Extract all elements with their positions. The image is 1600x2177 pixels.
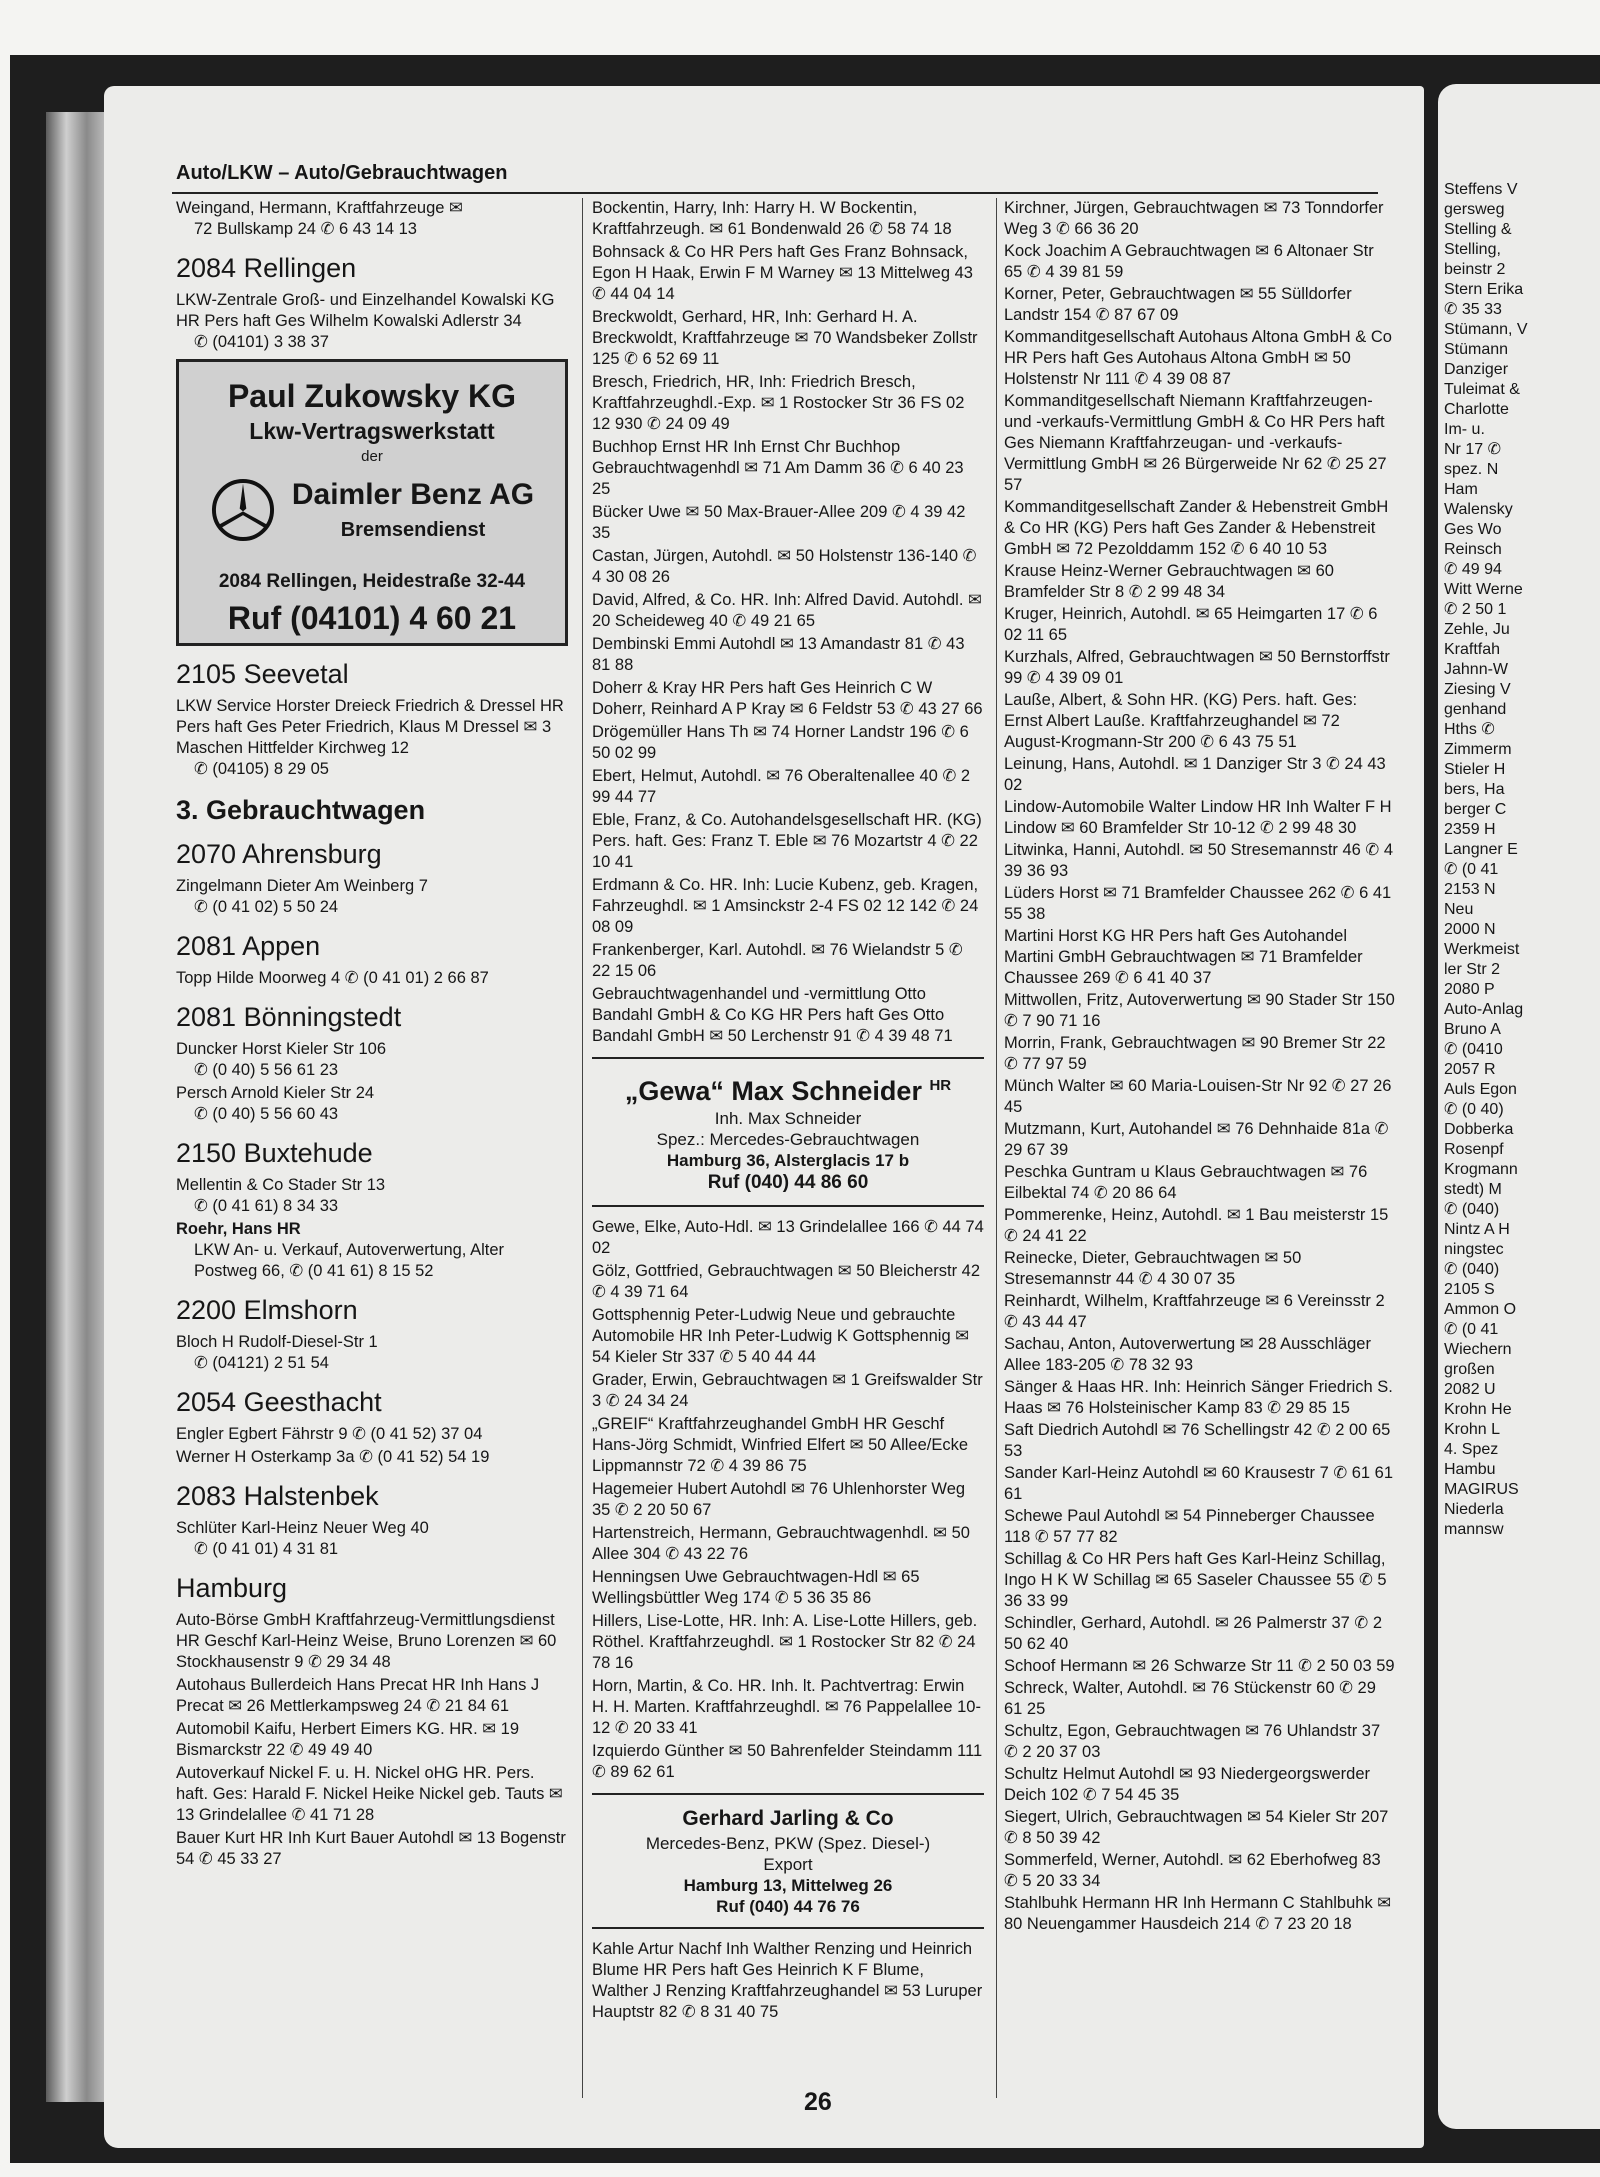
- listing: Peschka Guntram u Klaus Gebrauchtwagen ✉ 76 Eilbektal 74 ✆ 20 86 64: [1004, 1163, 1368, 1202]
- next-page-fragment: Wiechern: [1444, 1341, 1512, 1358]
- listing: Kommanditgesellschaft Niemann Kraftfahrzeugen- und -verkaufs-Vermittlung GmbH & Co HR Pers haft Ges Niemann Kraftfahrzeugan- und -verkaufs-Vermittlung GmbH ✉ 26 Bürgerweide Nr 62 ✆ 25 27 57: [1004, 392, 1387, 494]
- box-phone: Ruf (040) 44 86 60: [707, 1172, 869, 1193]
- listing: Litwinka, Hanni, Autohdl. ✉ 50 Stresemannstr 46 ✆ 4 39 36 93: [1004, 841, 1394, 880]
- listing: Kommanditgesellschaft Zander & Hebenstreit GmbH & Co HR (KG) Pers haft Ges Zander & Hebenstreit GmbH ✉ 72 Pezolddamm 152 ✆ 6 40 10 53: [1004, 498, 1389, 558]
- listing: Mittwollen, Fritz, Autoverwertung ✉ 90 Stader Str 150 ✆ 7 90 71 16: [1004, 991, 1395, 1030]
- next-page-fragment: bers, Ha: [1444, 781, 1505, 798]
- next-page-fragment: ✆ (0410: [1444, 1041, 1503, 1058]
- next-page-fragment: gersweg: [1444, 201, 1505, 218]
- listing: Sänger & Haas HR. Inh: Heinrich Sänger Friedrich S. Haas ✉ 76 Holsteinischer Kamp 83 ✆ 29 85 15: [1004, 1378, 1393, 1417]
- listing: Henningsen Uwe Gebrauchtwagen-Hdl ✉ 65 Wellingsbüttler Weg 174 ✆ 5 36 35 86: [592, 1568, 920, 1607]
- listing: Bücker Uwe ✉ 50 Max-Brauer-Allee 209 ✆ 4 39 42 35: [592, 503, 966, 542]
- listing: Zingelmann Dieter Am Weinberg 7 ✆ (0 41 02) 5 50 24: [176, 877, 428, 916]
- listing: Münch Walter ✉ 60 Maria-Louisen-Str Nr 92 ✆ 27 26 45: [1004, 1077, 1392, 1116]
- listing: Autohaus Bullerdeich Hans Precat HR Inh Hans J Precat ✉ 26 Mettlerkampsweg 24 ✆ 21 84 61: [176, 1676, 540, 1715]
- listing: Kommanditgesellschaft Autohaus Altona GmbH & Co HR Pers haft Ges Autohaus Altona GmbH ✉ 50 Holstenstr Nr 111 ✆ 4 39 08 87: [1004, 328, 1392, 388]
- next-page-fragment: Hambu: [1444, 1461, 1496, 1478]
- listing: Horn, Martin, & Co. HR. Inh. lt. Pachtvertrag: Erwin H. H. Marten. Kraftfahrzeughdl. ✉ 76 Pappelallee 10-12 ✆ 20 33 41: [592, 1677, 981, 1737]
- ad-address: 2084 Rellingen, Heidestraße 32-44: [218, 571, 526, 592]
- listing: Engler Egbert Fährstr 9 ✆ (0 41 52) 37 04: [176, 1425, 483, 1443]
- listing: Gottsphennig Peter-Ludwig Neue und gebrauchte Automobile HR Inh Peter-Ludwig K Gottsphennig ✉ 54 Kieler Str 337 ✆ 5 40 44 44: [592, 1306, 970, 1366]
- next-page-fragment: Stümann, V: [1444, 321, 1528, 338]
- listing: Buchhop Ernst HR Inh Ernst Chr Buchhop Gebrauchtwagenhdl ✉ 71 Am Damm 36 ✆ 6 40 23 25: [592, 438, 964, 498]
- next-page-fragment: ✆ 49 94: [1444, 561, 1502, 578]
- listing: Lindow-Automobile Walter Lindow HR Inh Walter F H Lindow ✉ 60 Bramfelder Str 10-12 ✆ 2 99 48 30: [1004, 798, 1392, 837]
- next-page-fragment: Reinsch: [1444, 541, 1502, 558]
- listing: Schewe Paul Autohdl ✉ 54 Pinneberger Chaussee 118 ✆ 57 77 82: [1004, 1507, 1375, 1546]
- next-page-fragment: ✆ (040): [1444, 1261, 1500, 1278]
- next-page-fragment: Werkmeist: [1444, 941, 1520, 958]
- listing: Weingand, Hermann, Kraftfahrzeuge ✉ 72 Bullskamp 24 ✆ 6 43 14 13: [176, 199, 463, 238]
- listing: Schillag & Co HR Pers haft Ges Karl-Heinz Schillag, Ingo H K W Schillag ✉ 65 Saseler Chaussee 55 ✆ 5 36 33 99: [1004, 1550, 1387, 1610]
- listing: Saft Diedrich Autohdl ✉ 76 Schellingstr 42 ✆ 2 00 65 53: [1004, 1421, 1391, 1460]
- listing: Gewe, Elke, Auto-Hdl. ✉ 13 Grindelallee 166 ✆ 44 74 02: [592, 1218, 984, 1257]
- page-header: Auto/LKW – Auto/Gebrauchtwagen: [176, 162, 508, 184]
- ad-der: der: [361, 448, 383, 465]
- next-page-fragment: Niederla: [1444, 1501, 1504, 1518]
- listing: LKW Service Horster Dreieck Friedrich & Dressel HR Pers haft Ges Peter Friedrich, Klaus M Dressel ✉ 3 Maschen Hittfelder Kirchweg 12 ✆ (04105) 8 29 05: [176, 697, 564, 778]
- listing: Schultz Helmut Autohdl ✉ 93 Niedergeorgswerder Deich 102 ✆ 7 54 45 35: [1004, 1765, 1371, 1804]
- listing: Krause Heinz-Werner Gebrauchtwagen ✉ 60 Bramfelder Str 8 ✆ 2 99 48 34: [1004, 562, 1334, 601]
- listing: Bauer Kurt HR Inh Kurt Bauer Autohdl ✉ 13 Bogenstr 54 ✆ 45 33 27: [176, 1829, 566, 1868]
- box-phone: Ruf (040) 44 76 76: [716, 1897, 860, 1916]
- place-heading: 2200 Elmshorn: [176, 1295, 358, 1325]
- listing: Korner, Peter, Gebrauchtwagen ✉ 55 Sülldorfer Landstr 154 ✆ 87 67 09: [1004, 285, 1352, 324]
- listing: Martini Horst KG HR Pers haft Ges Autohandel Martini GmbH Gebrauchtwagen ✉ 71 Bramfelder Chaussee 269 ✆ 6 41 40 37: [1004, 927, 1363, 987]
- listing: Gebrauchtwagenhandel und -vermittlung Otto Bandahl GmbH & Co KG HR Pers haft Ges Otto Bandahl GmbH ✉ 50 Lerchenstr 91 ✆ 4 39 48 71: [592, 985, 953, 1045]
- column-3: [1004, 198, 1396, 1936]
- next-page-fragment: beinstr 2: [1444, 261, 1506, 278]
- listing: Schultz, Egon, Gebrauchtwagen ✉ 76 Uhlandstr 37 ✆ 2 20 37 03: [1004, 1722, 1381, 1761]
- next-page-fragment: 2153 N: [1444, 881, 1496, 898]
- listing: Doherr & Kray HR Pers haft Ges Heinrich C W Doherr, Reinhard A P Kray ✉ 6 Feldstr 53 ✆ 43 27 66: [592, 679, 983, 718]
- next-page-fragment: ✆ 2 50 1: [1444, 601, 1507, 618]
- listing: Sander Karl-Heinz Autohdl ✉ 60 Krausestr 7 ✆ 61 61 61: [1004, 1464, 1394, 1503]
- listing: David, Alfred, & Co. HR. Inh: Alfred David. Autohdl. ✉ 20 Scheideweg 40 ✆ 49 21 65: [592, 591, 982, 630]
- next-page-fragment: Auto-Anlag: [1444, 1001, 1524, 1018]
- listing: Lüders Horst ✉ 71 Bramfelder Chaussee 262 ✆ 6 41 55 38: [1004, 884, 1392, 923]
- listing: Grader, Erwin, Gebrauchtwagen ✉ 1 Greifswalder Str 3 ✆ 24 34 24: [592, 1371, 983, 1410]
- next-page-fragment: Auls Egon: [1444, 1081, 1517, 1098]
- listing: Bloch H Rudolf-Diesel-Str 1 ✆ (04121) 2 51 54: [176, 1333, 378, 1372]
- advertisement-gewa: [592, 1057, 984, 1207]
- listing: Breckwoldt, Gerhard, HR, Inh: Gerhard H. A. Breckwoldt, Kraftfahrzeuge ✉ 70 Wandsbeker Zollstr 125 ✆ 6 52 69 11: [592, 308, 978, 368]
- next-page-fragment: spez. N: [1444, 461, 1499, 478]
- listing: Sommerfeld, Werner, Autohdl. ✉ 62 Eberhofweg 83 ✆ 5 20 33 34: [1004, 1851, 1381, 1890]
- listing: Siegert, Ulrich, Gebrauchtwagen ✉ 54 Kieler Str 207 ✆ 8 50 39 42: [1004, 1808, 1389, 1847]
- next-page-fragment: ✆ (0 41: [1444, 1321, 1499, 1338]
- listing: Werner H Osterkamp 3a ✆ (0 41 52) 54 19: [176, 1448, 490, 1466]
- next-page-fragment: 2105 S: [1444, 1281, 1495, 1298]
- next-page-fragment: berger C: [1444, 801, 1507, 818]
- listing: Schindler, Gerhard, Autohdl. ✉ 26 Palmerstr 37 ✆ 2 50 62 40: [1004, 1614, 1383, 1653]
- listing: Roehr, Hans HR LKW An- u. Verkauf, Autoverwertung, Alter Postweg 66, ✆ (0 41 61) 8 15 52: [176, 1220, 504, 1280]
- next-page-fragment: ✆ (0 41: [1444, 861, 1499, 878]
- column-1: [176, 198, 568, 1872]
- listing: Reinecke, Dieter, Gebrauchtwagen ✉ 50 Stresemannstr 44 ✆ 4 30 07 35: [1004, 1249, 1302, 1288]
- next-page-fragment: Witt Werne: [1444, 581, 1523, 598]
- listing: Dembinski Emmi Autohdl ✉ 13 Amandastr 81 ✆ 43 81 88: [592, 635, 965, 674]
- next-page-fragment: Stelling &: [1444, 221, 1512, 238]
- next-page-fragment: ningstec: [1444, 1241, 1504, 1258]
- next-page-fragment: Ammon O: [1444, 1301, 1517, 1318]
- next-page-fragment: stedt) M: [1444, 1181, 1502, 1198]
- listing: Ebert, Helmut, Autohdl. ✉ 76 Oberaltenallee 40 ✆ 2 99 44 77: [592, 767, 971, 806]
- next-page-fragment: 2359 H: [1444, 821, 1496, 838]
- next-page-fragment: Charlotte: [1444, 401, 1509, 418]
- place-heading: 2081 Bönningstedt: [176, 1002, 402, 1032]
- next-page-fragment: Neu: [1444, 901, 1474, 918]
- box-address: Hamburg 13, Mittelweg 26: [683, 1876, 893, 1895]
- listing: Schlüter Karl-Heinz Neuer Weg 40 ✆ (0 41 01) 4 31 81: [176, 1519, 429, 1558]
- next-page-fragment: Ziesing V: [1444, 681, 1511, 698]
- listing: Castan, Jürgen, Autohdl. ✉ 50 Holstenstr 136-140 ✆ 4 30 08 26: [592, 547, 977, 586]
- box-title: Gerhard Jarling & Co: [682, 1807, 894, 1830]
- next-page-fragment: mannsw: [1444, 1521, 1504, 1538]
- listing: Eble, Franz, & Co. Autohandelsgesellschaft HR. (KG) Pers. haft. Ges: Franz T. Eble ✉ 76 Mozartstr 4 ✆ 22 10 41: [592, 811, 982, 871]
- listing: Sachau, Anton, Autoverwertung ✉ 28 Ausschläger Allee 183-205 ✆ 78 32 93: [1004, 1335, 1371, 1374]
- page-number: 26: [804, 2088, 832, 2116]
- listing: Hillers, Lise-Lotte, HR. Inh: A. Lise-Lotte Hillers, geb. Röthel. Kraftfahrzeughdl. ✉ 1 Rostocker Str 82 ✆ 24 78 16: [592, 1612, 978, 1672]
- listing: Izquierdo Günther ✉ 50 Bahrenfelder Steindamm 111 ✆ 89 62 61: [592, 1742, 983, 1781]
- box-title: „Gewa“ Max Schneider $^{HR}$: [624, 1076, 952, 1106]
- next-page-fragment: Nr 17 ✆: [1444, 441, 1501, 458]
- next-page-fragment: Stelling,: [1444, 241, 1501, 258]
- next-page-fragment: MAGIRUS: [1444, 1481, 1519, 1498]
- box-line: Export: [763, 1855, 813, 1874]
- place-heading: 2081 Appen: [176, 931, 321, 961]
- listing: Morrin, Frank, Gebrauchtwagen ✉ 90 Bremer Str 22 ✆ 77 97 59: [1004, 1034, 1386, 1073]
- next-page-fragment: Rosenpf: [1444, 1141, 1504, 1158]
- listing: Kruger, Heinrich, Autohdl. ✉ 65 Heimgarten 17 ✆ 6 02 11 65: [1004, 605, 1378, 644]
- next-page-fragment: Krogmann: [1444, 1161, 1518, 1178]
- box-address: Hamburg 36, Alsterglacis 17 b: [666, 1151, 910, 1170]
- box-line: Mercedes-Benz, PKW (Spez. Diesel-): [645, 1834, 931, 1853]
- listing: Mellentin & Co Stader Str 13 ✆ (0 41 61) 8 34 33: [176, 1176, 386, 1215]
- place-heading: 2105 Seevetal: [176, 659, 349, 689]
- next-page-fragment: 4. Spez: [1444, 1441, 1499, 1458]
- listing: Frankenberger, Karl. Autohdl. ✉ 76 Wielandstr 5 ✆ 22 15 06: [592, 941, 963, 980]
- listing: Autoverkauf Nickel F. u. H. Nickel oHG HR. Pers. haft. Ges: Harald F. Nickel Heike Nickel geb. Tauts ✉ 13 Grindelallee ✆ 41 71 28: [176, 1764, 563, 1824]
- next-page-fragment: großen: [1444, 1361, 1495, 1378]
- next-page-fragment: Nintz A H: [1444, 1221, 1510, 1238]
- box-owner: Inh. Max Schneider: [714, 1109, 862, 1128]
- next-page-edge: [1438, 84, 1600, 2129]
- listing: „GREIF“ Kraftfahrzeughandel GmbH HR Geschf Hans-Jörg Schmidt, Winfried Elfert ✉ 50 Allee/Ecke Lippmannstr 72 ✆ 4 39 86 75: [592, 1415, 969, 1475]
- listing: Leinung, Hans, Autohdl. ✉ 1 Danziger Str 3 ✆ 24 43 02: [1004, 755, 1386, 794]
- listing: Schreck, Walter, Autohdl. ✉ 76 Stückenstr 60 ✆ 29 61 25: [1004, 1679, 1376, 1718]
- section-heading: 3. Gebrauchtwagen: [176, 795, 426, 825]
- listing: Persch Arnold Kieler Str 24 ✆ (0 40) 5 56 60 43: [176, 1084, 375, 1123]
- next-page-fragment: Tuleimat &: [1444, 381, 1520, 398]
- listing: LKW-Zentrale Groß- und Einzelhandel Kowalski KG HR Pers haft Ges Wilhelm Kowalski Adlerstr 34 ✆ (04101) 3 38 37: [176, 291, 555, 351]
- mercedes-star-icon: [210, 477, 276, 543]
- listing: Bohnsack & Co HR Pers haft Ges Franz Bohnsack, Egon H Haak, Erwin F M Warney ✉ 13 Mittelweg 43 ✆ 44 04 14: [592, 243, 973, 303]
- listing: Stahlbuhk Hermann HR Inh Hermann C Stahlbuhk ✉ 80 Neuengammer Hausdeich 214 ✆ 7 23 20 18: [1004, 1894, 1392, 1933]
- directory-page: [104, 86, 1424, 2148]
- listing: Bresch, Friedrich, HR, Inh: Friedrich Bresch, Kraftfahrzeughdl.-Exp. ✉ 1 Rostocker Str 36 FS 02 12 930 ✆ 24 09 49: [592, 373, 965, 433]
- listing: Drögemüller Hans Th ✉ 74 Horner Landstr 196 ✆ 6 50 02 99: [592, 723, 969, 762]
- advertisement-zukowsky: [176, 359, 568, 646]
- place-heading: 2054 Geesthacht: [176, 1387, 382, 1417]
- place-heading: 2070 Ahrensburg: [176, 839, 382, 869]
- listing: Gölz, Gottfried, Gebrauchtwagen ✉ 50 Bleicherstr 42 ✆ 4 39 71 64: [592, 1262, 981, 1301]
- listing: Kurzhals, Alfred, Gebrauchtwagen ✉ 50 Bernstorffstr 99 ✆ 4 39 09 01: [1004, 648, 1390, 687]
- place-heading: 2083 Halstenbek: [176, 1481, 379, 1511]
- next-page-fragment: genhand: [1444, 701, 1507, 718]
- ad-subtitle: Lkw-Vertragswerkstatt: [249, 418, 495, 444]
- box-spec: Spez.: Mercedes-Gebrauchtwagen: [656, 1130, 920, 1149]
- listing: Schoof Hermann ✉ 26 Schwarze Str 11 ✆ 2 50 03 59: [1004, 1657, 1395, 1675]
- ad-title: Paul Zukowsky KG: [227, 378, 517, 414]
- header-rule: [172, 192, 1378, 194]
- listing: Kirchner, Jürgen, Gebrauchtwagen ✉ 73 Tonndorfer Weg 3 ✆ 66 36 20: [1004, 199, 1384, 238]
- next-page-fragment: Steffens V: [1444, 181, 1518, 198]
- next-page-fragment: Zehle, Ju: [1444, 621, 1510, 638]
- listing: Automobil Kaifu, Herbert Eimers KG. HR. ✉ 19 Bismarckstr 22 ✆ 49 49 40: [176, 1720, 520, 1759]
- listing: Mutzmann, Kurt, Autohandel ✉ 76 Dehnhaide 81a ✆ 29 67 39: [1004, 1120, 1389, 1159]
- next-page-fragment: 2057 R: [1444, 1061, 1496, 1078]
- next-page-fragment: ✆ (0 40): [1444, 1101, 1504, 1118]
- next-page-fragment: Zimmerm: [1444, 741, 1512, 758]
- next-page-fragment: Langner E: [1444, 841, 1518, 858]
- listing: Hartenstreich, Hermann, Gebrauchtwagenhdl. ✉ 50 Allee 304 ✆ 43 22 76: [592, 1524, 970, 1563]
- next-page-fragment: Hths ✆: [1444, 721, 1495, 738]
- listing: Reinhardt, Wilhelm, Kraftfahrzeuge ✉ 6 Vereinsstr 2 ✆ 43 44 47: [1004, 1292, 1385, 1331]
- listing: Erdmann & Co. HR. Inh: Lucie Kubenz, geb. Kragen, Fahrzeughdl. ✉ 1 Amsinckstr 2-4 FS 02 12 142 ✆ 24 08 09: [592, 876, 979, 936]
- listing: Kahle Artur Nachf Inh Walther Renzing und Heinrich Blume HR Pers haft Ges Heinrich K F Blume, Walther J Renzing Kraftfahrzeughandel ✉ 53 Luruper Hauptstr 82 ✆ 8 31 40 75: [592, 1940, 983, 2021]
- next-page-fragment: Stümann: [1444, 341, 1509, 358]
- next-page-fragment: Stieler H: [1444, 761, 1506, 778]
- listing: Lauße, Albert, & Sohn HR. (KG) Pers. haft. Ges: Ernst Albert Lauße. Kraftfahrzeughandel ✉ 72 August-Krogmann-Str 200 ✆ 6 43 75 51: [1004, 691, 1358, 751]
- page-edges: [46, 112, 104, 2102]
- ad-brand: Daimler Benz AG: [291, 478, 535, 511]
- next-page-fragment: Jahnn-W: [1444, 661, 1509, 678]
- next-page-fragment: Krohn L: [1444, 1421, 1501, 1438]
- next-page-fragment: Im- u.: [1444, 421, 1485, 438]
- place-heading: 2084 Rellingen: [176, 253, 357, 283]
- listing: Bockentin, Harry, Inh: Harry H. W Bockentin, Kraftfahrzeugh. ✉ 61 Bondenwald 26 ✆ 58 74 18: [592, 199, 952, 238]
- listing: Kock Joachim A Gebrauchtwagen ✉ 6 Altonaer Str 65 ✆ 4 39 81 59: [1004, 242, 1374, 281]
- next-page-fragment: Ham: [1444, 481, 1478, 498]
- ad-phone: Ruf (04101) 4 60 21: [227, 600, 517, 636]
- next-page-fragment: 2082 U: [1444, 1381, 1496, 1398]
- next-page-fragment: ✆ 35 33: [1444, 301, 1502, 318]
- listing: Hagemeier Hubert Autohdl ✉ 76 Uhlenhorster Weg 35 ✆ 2 20 50 67: [592, 1480, 966, 1519]
- listing: Topp Hilde Moorweg 4 ✆ (0 41 01) 2 66 87: [176, 969, 489, 987]
- listing: Pommerenke, Heinz, Autohdl. ✉ 1 Bau meisterstr 15 ✆ 24 41 22: [1004, 1206, 1389, 1245]
- next-page-fragment: Stern Erika: [1444, 281, 1524, 298]
- next-page-fragment: Danziger: [1444, 361, 1509, 378]
- place-heading: Hamburg: [176, 1573, 288, 1603]
- next-page-fragment: Bruno A: [1444, 1021, 1501, 1038]
- column-divider: [582, 198, 583, 2098]
- ad-service: Bremsendienst: [340, 519, 486, 541]
- column-divider: [996, 198, 997, 2098]
- place-heading: 2150 Buxtehude: [176, 1138, 373, 1168]
- advertisement-jarling: [592, 1793, 984, 1929]
- next-page-fragment: 2000 N: [1444, 921, 1496, 938]
- next-page-fragment: Walensky: [1444, 501, 1513, 518]
- next-page-fragment: Krohn He: [1444, 1401, 1512, 1418]
- next-page-fragment: Ges Wo: [1444, 521, 1502, 538]
- column-2: [592, 198, 984, 2025]
- next-page-fragment: Dobberka: [1444, 1121, 1514, 1138]
- next-page-fragment: 2080 P: [1444, 981, 1495, 998]
- listing: Auto-Börse GmbH Kraftfahrzeug-Vermittlungsdienst HR Geschf Karl-Heinz Weise, Bruno Lorenzen ✉ 60 Stockhausenstr 9 ✆ 29 34 48: [176, 1611, 557, 1671]
- next-page-fragment: ✆ (040): [1444, 1201, 1500, 1218]
- next-page-fragment: Kraftfah: [1444, 641, 1501, 658]
- listing: Duncker Horst Kieler Str 106 ✆ (0 40) 5 56 61 23: [176, 1040, 386, 1079]
- next-page-fragment: ler Str 2: [1444, 961, 1501, 978]
